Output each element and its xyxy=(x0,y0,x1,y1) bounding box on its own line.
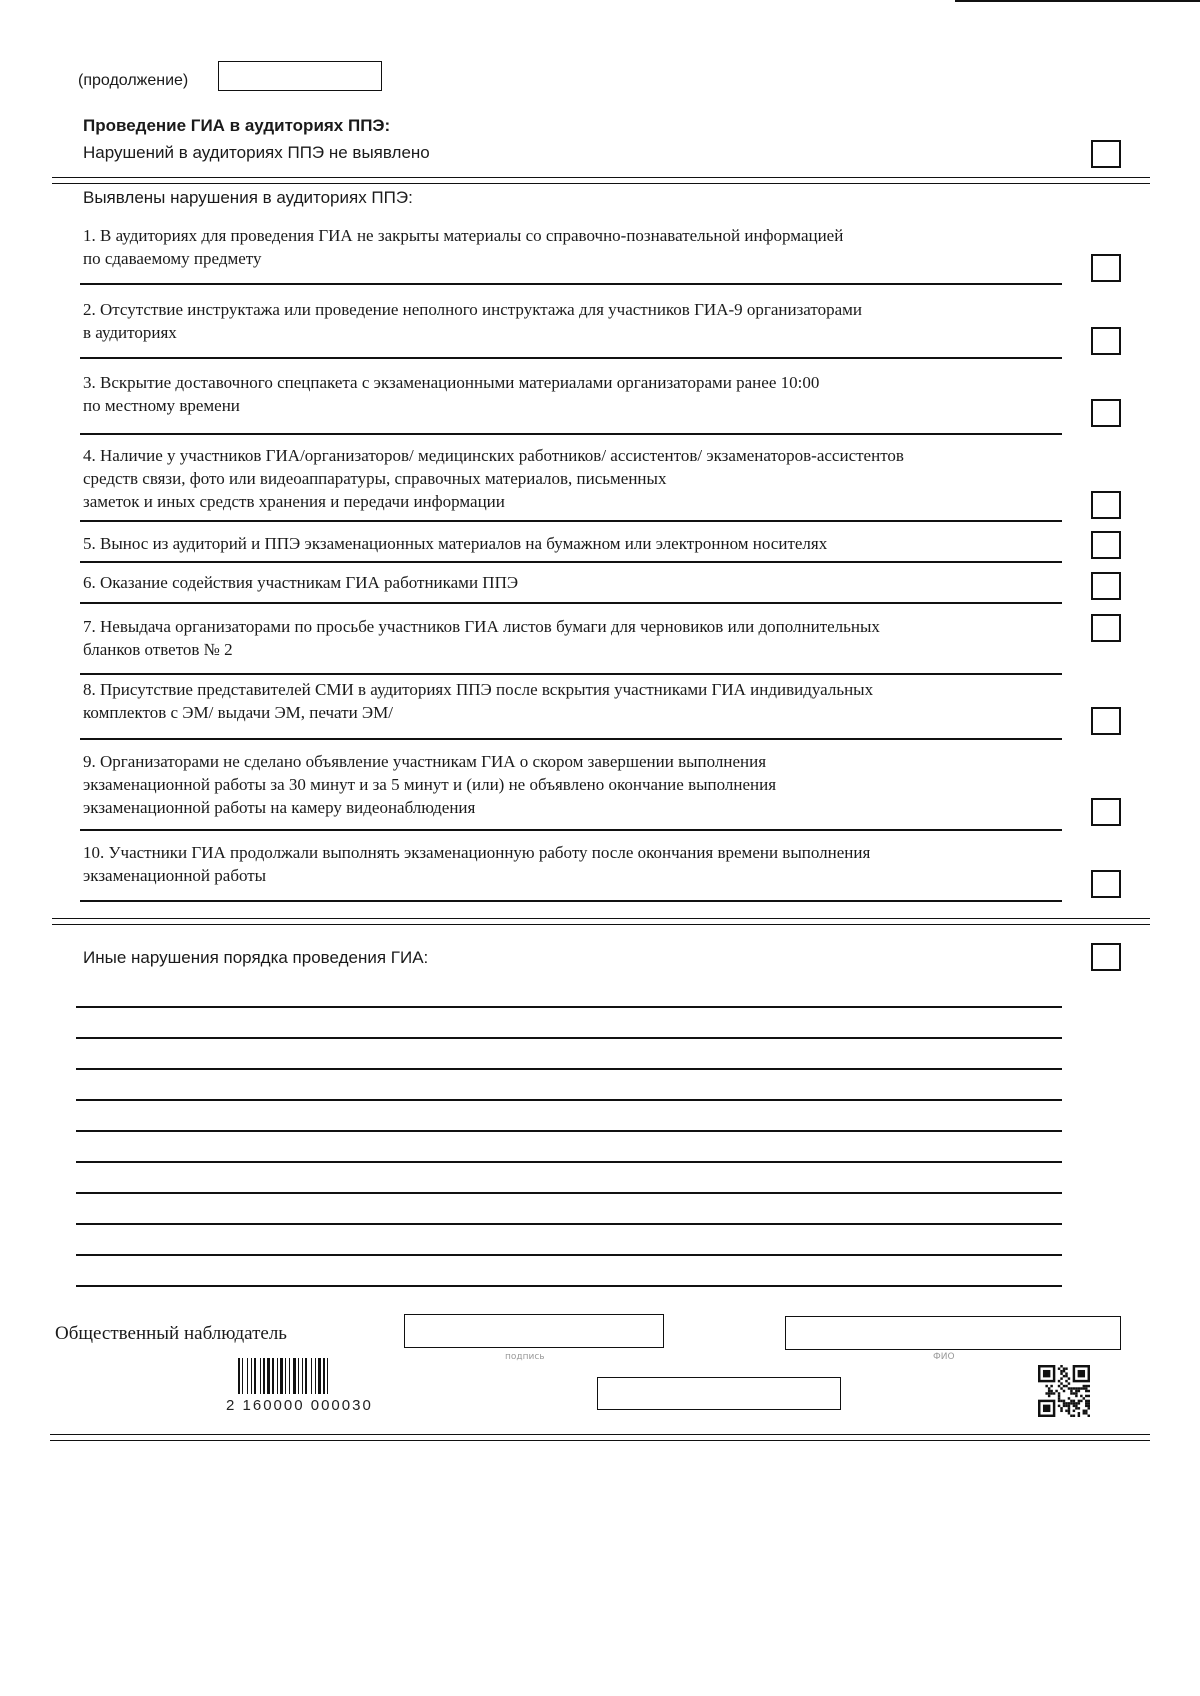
violation-10-line-2: экзаменационной работы xyxy=(83,866,267,885)
writing-line[interactable] xyxy=(76,1130,1062,1132)
row-divider xyxy=(80,602,1062,604)
violation-1-line-2: по сдаваемому предмету xyxy=(83,249,262,268)
violation-4-checkbox[interactable] xyxy=(1091,491,1121,519)
violation-10-line-1: 10. Участники ГИА продолжали выполнять экзаменационную работу после окончания времени выполнения xyxy=(83,843,871,862)
violation-9-line-1: 9. Организаторами не сделано объявление участникам ГИА о скором завершении выполнения xyxy=(83,752,767,771)
name-field[interactable] xyxy=(785,1316,1121,1350)
writing-line[interactable] xyxy=(76,1099,1062,1101)
section-divider xyxy=(52,177,1150,184)
continuation-label: (продолжение) xyxy=(78,72,189,89)
violation-3-checkbox[interactable] xyxy=(1091,399,1121,427)
writing-line[interactable] xyxy=(76,1285,1062,1287)
row-divider xyxy=(80,520,1062,522)
writing-line[interactable] xyxy=(76,1006,1062,1008)
violation-8-checkbox[interactable] xyxy=(1091,707,1121,735)
signature-field[interactable] xyxy=(404,1314,664,1348)
writing-line[interactable] xyxy=(76,1037,1062,1039)
other-violations-label: Иные нарушения порядка проведения ГИА: xyxy=(83,948,429,967)
violation-6-line-1: 6. Оказание содействия участникам ГИА работниками ППЭ xyxy=(83,573,519,592)
violation-7-line-2: бланков ответов № 2 xyxy=(83,640,233,659)
violation-3-line-2: по местному времени xyxy=(83,396,240,415)
writing-line[interactable] xyxy=(76,1192,1062,1194)
section-title: Проведение ГИА в аудиториях ППЭ: xyxy=(83,116,391,135)
violation-4-line-2: средств связи, фото или видеоаппаратуры, справочных материалов, письменных xyxy=(83,469,667,488)
row-divider xyxy=(80,283,1062,285)
row-divider xyxy=(80,561,1062,563)
writing-line[interactable] xyxy=(76,1254,1062,1256)
violation-5-checkbox[interactable] xyxy=(1091,531,1121,559)
writing-line[interactable] xyxy=(76,1161,1062,1163)
writing-line[interactable] xyxy=(76,1223,1062,1225)
row-divider xyxy=(80,738,1062,740)
barcode-icon xyxy=(238,1358,424,1394)
violation-7-checkbox[interactable] xyxy=(1091,614,1121,642)
row-divider xyxy=(80,433,1062,435)
violation-5-line-1: 5. Вынос из аудиторий и ППЭ экзаменационных материалов на бумажном или электронном носителях xyxy=(83,534,828,553)
observer-label: Общественный наблюдатель xyxy=(55,1323,287,1344)
violation-7-line-1: 7. Невыдача организаторами по просьбе участников ГИА листов бумаги для черновиков или дополнительных xyxy=(83,617,880,636)
bottom-divider xyxy=(50,1434,1150,1441)
violation-2-line-2: в аудиториях xyxy=(83,323,177,342)
writing-line[interactable] xyxy=(76,1068,1062,1070)
violation-9-line-2: экзаменационной работы за 30 минут и за 5 минут и (или) не объявлено окончание выполнения xyxy=(83,775,777,794)
violation-9-checkbox[interactable] xyxy=(1091,798,1121,826)
code-field[interactable] xyxy=(597,1377,841,1410)
row-divider xyxy=(80,829,1062,831)
top-edge-line xyxy=(955,0,1200,2)
row-divider xyxy=(80,357,1062,359)
continuation-field[interactable] xyxy=(218,61,382,91)
violation-2-line-1: 2. Отсутствие инструктажа или проведение неполного инструктажа для участников ГИА-9 организаторами xyxy=(83,300,863,319)
violation-4-line-3: заметок и иных средств хранения и передачи информации xyxy=(83,492,505,511)
row-divider xyxy=(80,900,1062,902)
violation-10-checkbox[interactable] xyxy=(1091,870,1121,898)
no-violations-label: Нарушений в аудиториях ППЭ не выявлено xyxy=(83,143,430,162)
violations-found-label: Выявлены нарушения в аудиториях ППЭ: xyxy=(83,188,413,207)
violation-1-checkbox[interactable] xyxy=(1091,254,1121,282)
violation-6-checkbox[interactable] xyxy=(1091,572,1121,600)
violation-8-line-2: комплектов с ЭМ/ выдачи ЭМ, печати ЭМ/ xyxy=(83,703,393,722)
violation-8-line-1: 8. Присутствие представителей СМИ в аудиториях ППЭ после вскрытия участниками ГИА индивидуальных xyxy=(83,680,874,699)
violation-4-line-1: 4. Наличие у участников ГИА/организаторов/ медицинских работников/ ассистентов/ экзаменаторов-ассистентов xyxy=(83,446,904,465)
qr-code-icon xyxy=(1038,1365,1090,1417)
barcode-number: 2 160000 000030 xyxy=(226,1397,373,1414)
row-divider xyxy=(80,673,1062,675)
other-violations-checkbox[interactable] xyxy=(1091,943,1121,971)
no-violations-checkbox[interactable] xyxy=(1091,140,1121,168)
signature-caption: подпись xyxy=(505,1352,545,1362)
violation-3-line-1: 3. Вскрытие доставочного спецпакета с экзаменационными материалами организаторами ранее 10:00 xyxy=(83,373,820,392)
name-caption: ФИО xyxy=(933,1352,955,1362)
section-divider xyxy=(52,918,1150,925)
violation-1-line-1: 1. В аудиториях для проведения ГИА не закрыты материалы со справочно-познавательной информацией xyxy=(83,226,844,245)
violation-9-line-3: экзаменационной работы на камеру видеонаблюдения xyxy=(83,798,476,817)
violation-2-checkbox[interactable] xyxy=(1091,327,1121,355)
